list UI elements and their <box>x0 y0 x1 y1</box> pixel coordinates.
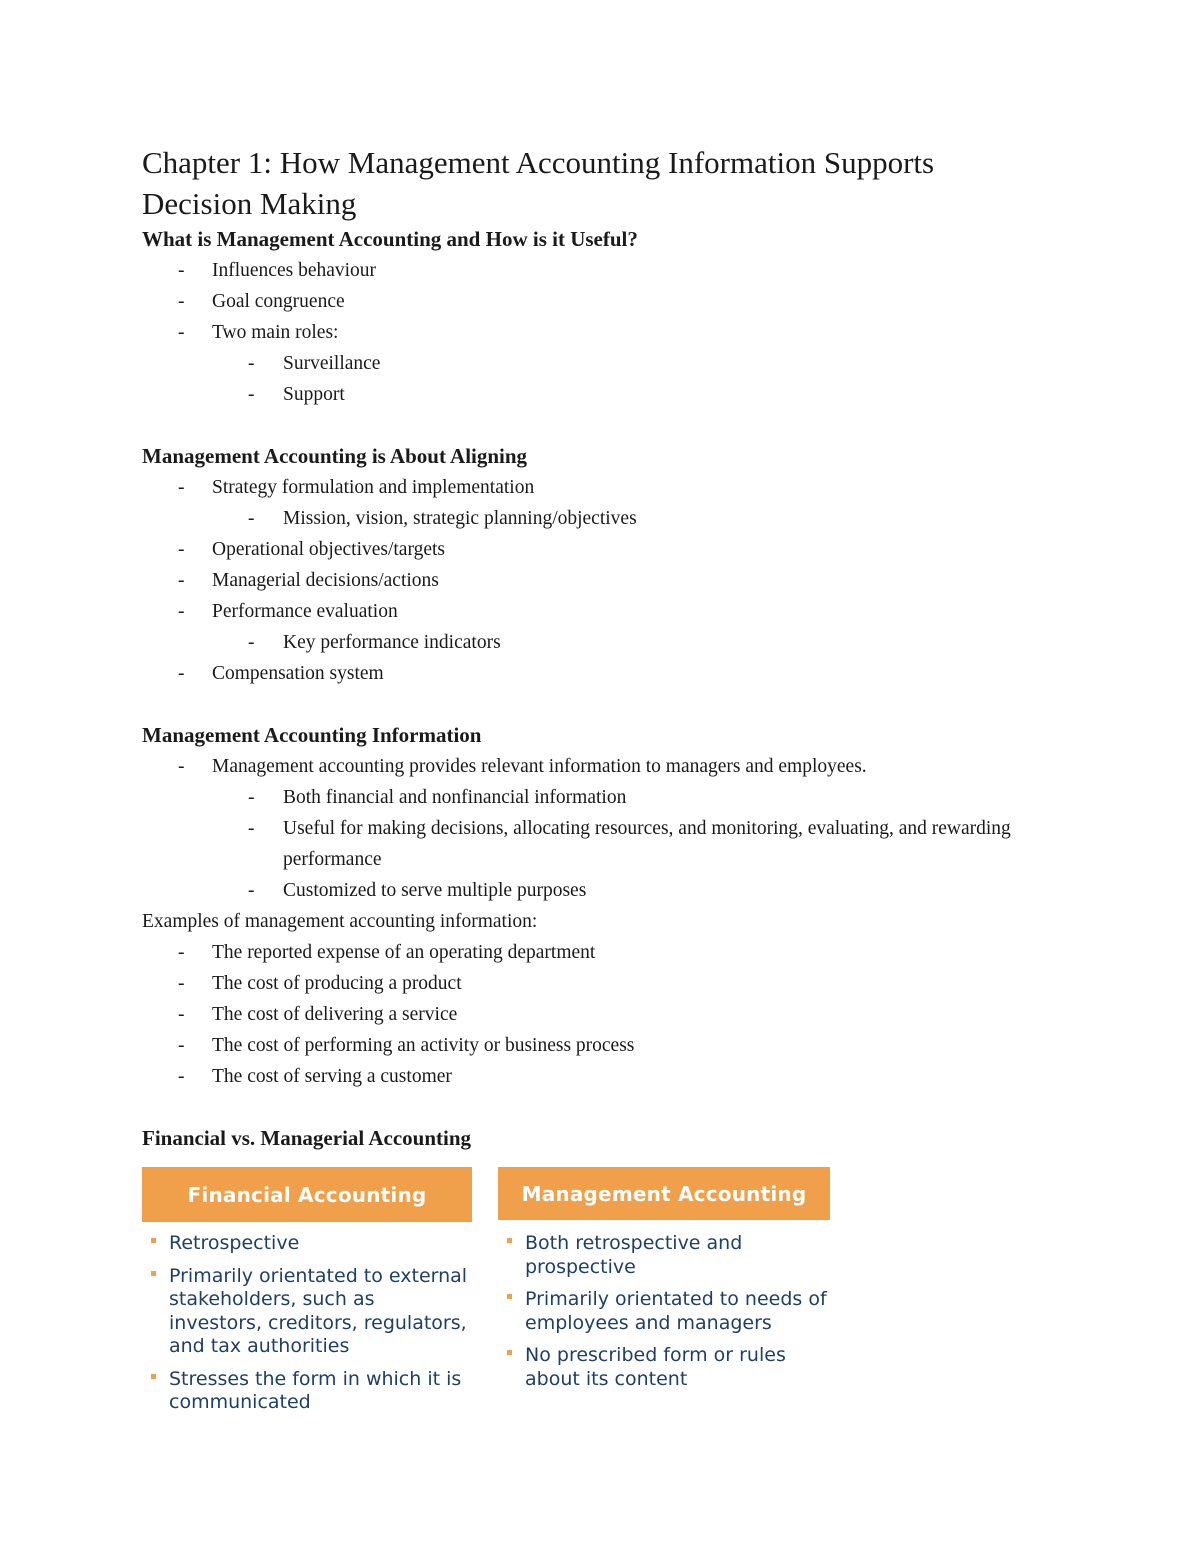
list-item: - Operational objectives/targets <box>142 534 1102 565</box>
sub-list <box>142 627 1102 658</box>
comparison-graphic <box>142 1167 842 1447</box>
list-item: - The reported expense of an operating department <box>142 937 1102 968</box>
list-item: - Customized to serve multiple purposes <box>142 875 1102 906</box>
list-item: No prescribed form or rules about its content <box>498 1344 830 1391</box>
list-item: - The cost of serving a customer <box>142 1061 1102 1092</box>
financial-points-list <box>142 1232 472 1415</box>
financial-accounting-header: Financial Accounting <box>142 1167 472 1222</box>
dash-bullet: - <box>178 291 185 312</box>
list-item: - Managerial decisions/actions <box>142 565 1102 596</box>
dash-bullet: - <box>178 942 185 963</box>
dash-bullet: - <box>178 1004 185 1025</box>
list-item: - Both financial and nonfinancial information <box>142 782 1102 813</box>
list-item: - Useful for making decisions, allocating resources, and monitoring, evaluating, and rewarding performance <box>142 813 1043 875</box>
dash-bullet: - <box>178 539 185 560</box>
list-item: Primarily orientated to needs of employees and managers <box>498 1288 830 1335</box>
list-item: - Goal congruence <box>142 286 1102 317</box>
list-item: - The cost of performing an activity or business process <box>142 1030 1102 1061</box>
dash-bullet: - <box>178 601 185 622</box>
financial-accounting-column <box>142 1167 472 1424</box>
square-bullet-icon <box>151 1271 156 1276</box>
square-bullet-icon <box>507 1350 512 1355</box>
dash-bullet: - <box>178 322 185 343</box>
dash-bullet: - <box>178 260 185 281</box>
examples-intro: Examples of management accounting information: <box>142 911 538 932</box>
section-heading-aligning: Management Accounting is About Aligning <box>142 444 528 468</box>
section-heading-financial-vs-managerial: Financial vs. Managerial Accounting <box>142 1126 472 1150</box>
section-heading-what-is: What is Management Accounting and How is it Useful? <box>142 227 638 251</box>
dash-bullet: - <box>248 353 255 374</box>
list-item: - Surveillance <box>142 348 1102 379</box>
sub-list <box>142 503 1102 534</box>
list-item: - Mission, vision, strategic planning/objectives <box>142 503 1102 534</box>
dash-bullet: - <box>178 1066 185 1087</box>
dash-bullet: - <box>248 880 255 901</box>
management-accounting-header: Management Accounting <box>498 1167 830 1220</box>
dash-bullet: - <box>248 787 255 808</box>
square-bullet-icon <box>151 1374 156 1379</box>
management-points-list <box>498 1232 830 1391</box>
list-item: - Key performance indicators <box>142 627 1102 658</box>
bullet-list <box>142 751 1102 782</box>
dash-bullet: - <box>178 570 185 591</box>
section-heading-information: Management Accounting Information <box>142 723 482 747</box>
dash-bullet: - <box>178 1035 185 1056</box>
list-item: - The cost of delivering a service <box>142 999 1102 1030</box>
list-item: Stresses the form in which it is communicated <box>142 1368 472 1415</box>
dash-bullet: - <box>178 756 185 777</box>
square-bullet-icon <box>507 1238 512 1243</box>
dash-bullet: - <box>248 818 255 839</box>
list-item: - Performance evaluation <box>142 596 1102 627</box>
chapter-title: Chapter 1: How Management Accounting Information Supports Decision Making <box>142 145 935 221</box>
list-item: - Support <box>142 379 1102 410</box>
list-item: - Compensation system <box>142 658 1102 689</box>
square-bullet-icon <box>507 1294 512 1299</box>
sub-list-roles <box>142 348 1102 410</box>
list-item: - The cost of producing a product <box>142 968 1102 999</box>
sub-list <box>142 782 1102 906</box>
list-item: Primarily orientated to external stakeholders, such as investors, creditors, regulators, and tax authorities <box>142 1265 472 1359</box>
bullet-list <box>142 658 1102 689</box>
list-item: Retrospective <box>142 1232 472 1256</box>
document-page <box>142 142 1102 1154</box>
management-accounting-column <box>498 1167 830 1400</box>
dash-bullet: - <box>248 632 255 653</box>
list-item: - Management accounting provides relevant information to managers and employees. <box>142 751 1102 782</box>
square-bullet-icon <box>151 1238 156 1243</box>
examples-list <box>142 937 1102 1092</box>
dash-bullet: - <box>178 663 185 684</box>
list-item: - Influences behaviour <box>142 255 1102 286</box>
dash-bullet: - <box>248 508 255 529</box>
bullet-list-aligning <box>142 472 1102 503</box>
dash-bullet: - <box>178 477 185 498</box>
list-item: - Strategy formulation and implementation <box>142 472 1102 503</box>
bullet-list <box>142 534 1102 627</box>
bullet-list-what-is <box>142 255 1102 348</box>
list-item: - Two main roles: <box>142 317 1102 348</box>
dash-bullet: - <box>248 384 255 405</box>
dash-bullet: - <box>178 973 185 994</box>
list-item: Both retrospective and prospective <box>498 1232 830 1279</box>
